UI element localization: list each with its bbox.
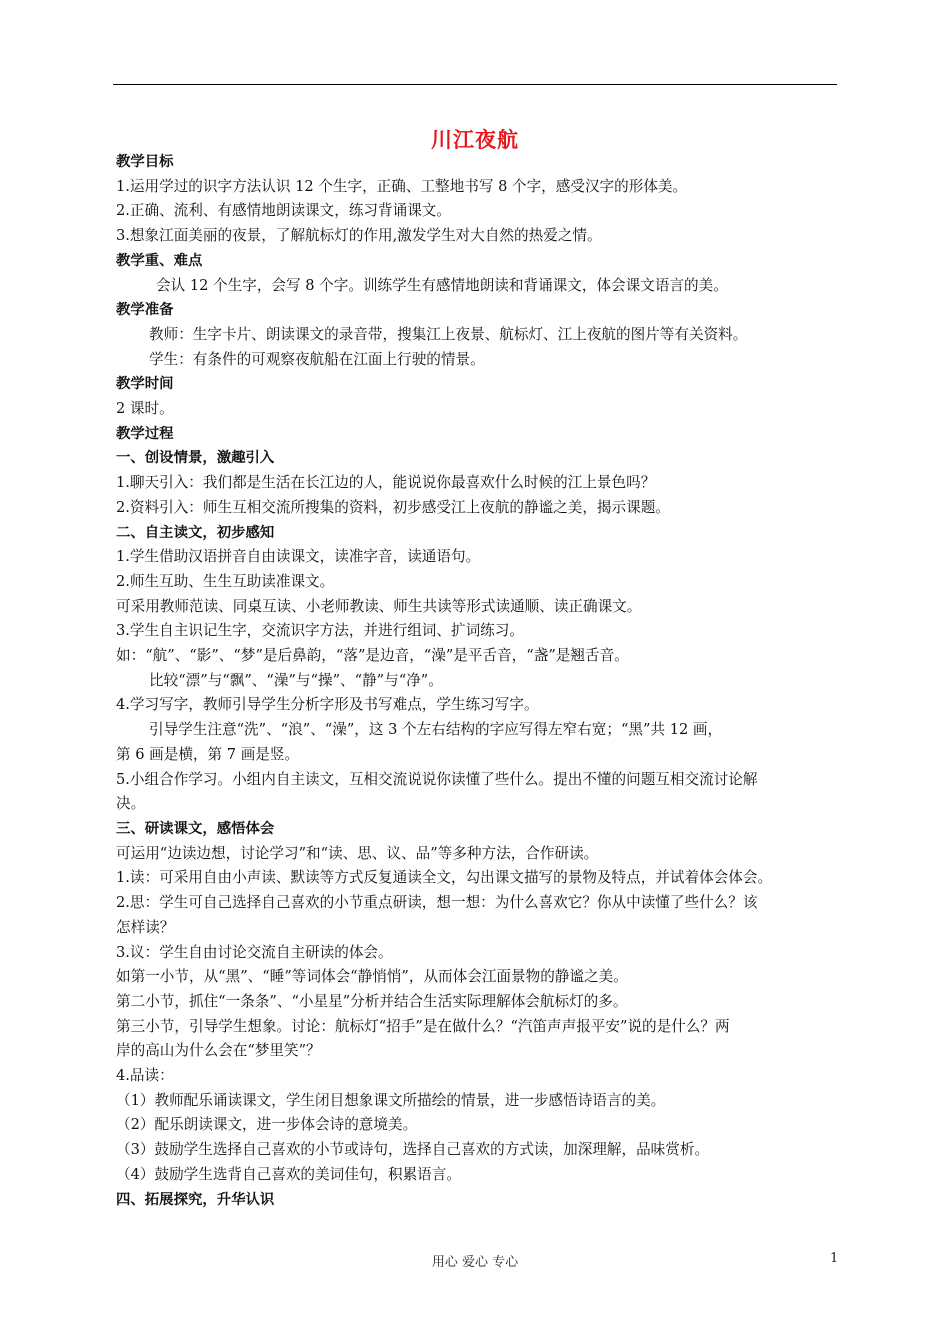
paragraph-line: 3.议：学生自由讨论交流自主研读的体会。 <box>116 943 393 961</box>
paragraph-line: 1.学生借助汉语拼音自由读课文，读准字音，读通语句。 <box>116 548 481 566</box>
page-title: 川江夜航 <box>431 127 519 152</box>
paragraph-line: （1）教师配乐诵读课文，学生闭目想象课文所描绘的情景，进一步感悟诗语言的美。 <box>116 1091 666 1109</box>
section-heading: 教学准备 <box>116 302 174 319</box>
paragraph-line: （4）鼓励学生选背自己喜欢的美词佳句，积累语言。 <box>116 1165 461 1183</box>
paragraph-line: 如第一小节，从“黑”、“睡”等词体会“静悄悄”，从而体会江面景物的静谧之美。 <box>116 968 628 986</box>
paragraph-line: （3）鼓励学生选择自己喜欢的小节或诗句，选择自己喜欢的方式读，加深理解，品味赏析。 <box>116 1141 710 1159</box>
paragraph-line: 决。 <box>116 795 146 813</box>
section-heading: 一、创设情景，激趣引入 <box>116 450 275 467</box>
paragraph-line: 4.品读： <box>116 1067 174 1085</box>
paragraph-line: 5.小组合作学习。小组内自主读文，互相交流说说你读懂了些什么。提出不懂的问题互相交流讨论解 <box>116 770 758 788</box>
document-body <box>116 150 838 1212</box>
footer-motto: 用心 爱心 专心 <box>431 1255 519 1270</box>
paragraph-line: 4.学习写字，教师引导学生分析字形及书写难点，学生练习写字。 <box>116 696 539 714</box>
paragraph-line: 第二小节，抓住“一条条”、“小星星”分析并结合生活实际理解体会航标灯的多。 <box>116 992 628 1010</box>
section-heading: 四、拓展探究，升华认识 <box>116 1191 275 1208</box>
paragraph-line: 第 6 画是横，第 7 画是竖。 <box>116 745 300 763</box>
paragraph-line: 教师：生字卡片、朗读课文的录音带，搜集江上夜景、航标灯、江上夜航的图片等有关资料。 <box>149 325 748 343</box>
section-heading: 教学目标 <box>116 154 174 170</box>
paragraph-line: 3.想象江面美丽的夜景，了解航标灯的作用,激发学生对大自然的热爱之情。 <box>116 227 602 245</box>
section-heading: 教学重、难点 <box>116 252 203 269</box>
paragraph-line: 学生：有条件的可观察夜航船在江面上行驶的情景。 <box>149 350 485 368</box>
paragraph-line: 会认 12 个生字，会写 8 个字。训练学生有感情地朗读和背诵课文，体会课文语言的美。 <box>156 276 728 294</box>
paragraph-line: 2.正确、流利、有感情地朗读课文，练习背诵课文。 <box>116 202 451 220</box>
header-rule <box>113 84 837 85</box>
paragraph-line: 怎样读？ <box>116 918 175 936</box>
paragraph-line: 2 课时。 <box>116 400 174 418</box>
paragraph-line: 2.资料引入：师生互相交流所搜集的资料，初步感受江上夜航的静谧之美，揭示课题。 <box>116 498 670 516</box>
section-heading: 三、研读课文，感悟体会 <box>116 820 275 837</box>
paragraph-line: 可运用“边读边想，讨论学习”和“读、思、议、品”等多种方法，合作研读。 <box>116 844 599 862</box>
paragraph-line: 引导学生注意“洗”、“浪”、“澡”，这 3 个左右结构的字应写得左窄右宽；“黑”共 12 画， <box>149 721 723 739</box>
paragraph-line: 如：“航”、“影”、“梦”是后鼻韵，“落”是边音，“澡”是平舌音，“盏”是翘舌音。 <box>116 647 629 665</box>
paragraph-line: 1.读：可采用自由小声读、默读等方式反复通读全文，勾出课文描写的景物及特点，并试着体会体会。 <box>116 869 773 887</box>
paragraph-line: 2.思：学生可自己选择自己喜欢的小节重点研读，想一想：为什么喜欢它？你从中读懂了些什么？该 <box>116 894 758 912</box>
paragraph-line: 比较“漂”与“飘”、“澡”与“操”、“静”与“净”。 <box>149 671 443 689</box>
paragraph-line: 1.运用学过的识字方法认识 12 个生字，正确、工整地书写 8 个字，感受汉字的形体美。 <box>116 177 688 195</box>
paragraph-line: 3.学生自主识记生字，交流识字方法，并进行组词、扩词练习。 <box>116 622 524 640</box>
paragraph-line: 2.师生互助、生生互助读准课文。 <box>116 572 335 590</box>
section-heading: 教学过程 <box>116 425 174 442</box>
section-heading: 教学时间 <box>116 376 174 393</box>
paragraph-line: 第三小节，引导学生想象。讨论：航标灯“招手”是在做什么？“汽笛声声报平安”说的是什么？两 <box>116 1017 730 1035</box>
section-heading: 二、自主读文，初步感知 <box>116 524 275 541</box>
page-number: 1 <box>830 1251 839 1266</box>
paragraph-line: 可采用教师范读、同桌互读、小老师教读、师生共读等形式读通顺、读正确课文。 <box>116 597 642 615</box>
paragraph-line: 岸的高山为什么会在“梦里笑”？ <box>116 1042 321 1060</box>
paragraph-line: （2）配乐朗读课文，进一步体会诗的意境美。 <box>116 1116 418 1134</box>
paragraph-line: 1.聊天引入：我们都是生活在长江边的人，能说说你最喜欢什么时候的江上景色吗？ <box>116 474 656 492</box>
